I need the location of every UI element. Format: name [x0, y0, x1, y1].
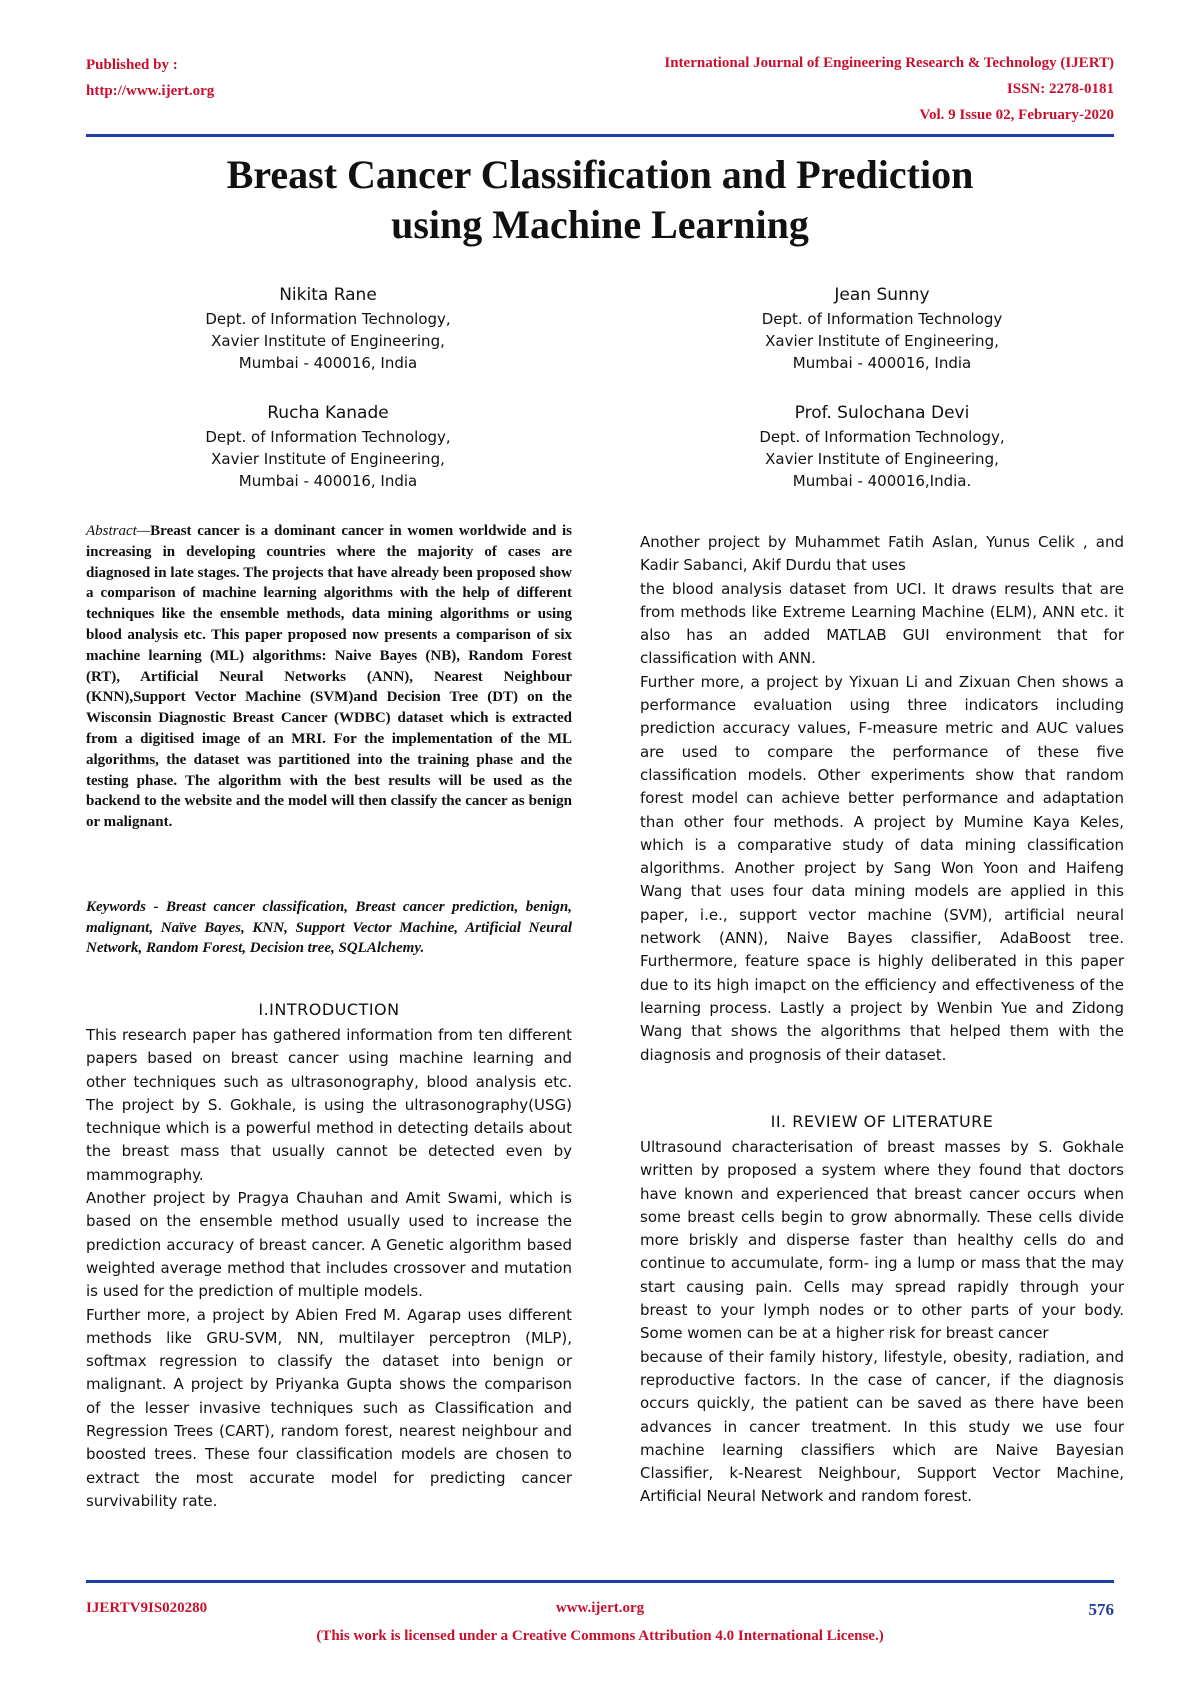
header-rule	[86, 134, 1114, 137]
author-name: Jean Sunny	[834, 285, 930, 305]
author-block	[662, 283, 1102, 374]
author-institute: Xavier Institute of Engineering,	[765, 450, 999, 468]
author-city: Mumbai - 400016,India.	[792, 472, 972, 490]
author-institute: Xavier Institute of Engineering,	[765, 332, 999, 350]
footer-rule	[86, 1580, 1114, 1583]
paragraph: Ultrasound characterisation of breast masses by S. Gokhale written by proposed a system where they found that doctors have known and experienced that breast cancer occurs when some breast cells begin to grow abnormally. These cells divide more briskly and disperse faster than healthy cells do and continue to accumulate, form- ing a lump or mass that the may start causing pain. Cells may spread rapidly through your breast to your lymph nodes or to other parts of your body. Some women can be at a higher risk for breast cancer	[640, 1138, 1124, 1343]
author-name: Rucha Kanade	[267, 403, 389, 423]
paragraph: This research paper has gathered information from ten different papers based on breast cancer using machine learning and other techniques such as ultrasonography, blood analysis etc. The project by S. Gokhale, is using the ultrasonography(USG) technique which is a powerful method in detecting details about the breast mass that usually cannot be detected even by mammography.	[86, 1026, 572, 1184]
author-city: Mumbai - 400016, India	[238, 354, 418, 372]
paper-title	[60, 150, 1140, 250]
journal-name: International Journal of Engineering Research & Technology (IJERT)	[664, 55, 1114, 71]
section-heading-review: II. REVIEW OF LITERATURE	[770, 1112, 994, 1131]
page-number: 576	[1088, 1600, 1114, 1619]
publisher-url-link[interactable]: http://www.ijert.org	[86, 83, 215, 99]
author-dept: Dept. of Information Technology,	[205, 310, 451, 328]
keywords	[86, 897, 572, 959]
author-city: Mumbai - 400016, India	[792, 354, 972, 372]
author-institute: Xavier Institute of Engineering,	[211, 450, 445, 468]
paragraph: Further more, a project by Abien Fred M. Agarap uses different methods like GRU-SVM, NN, multilayer perceptron (MLP), softmax regression to classify the dataset into benign or malignant. A project by Priyanka Gupta shows the comparison of the lesser invasive techniques such as Classification and Regression Trees (CART), random forest, nearest neighbour and boosted trees. These four classification models are chosen to extract the most accurate model for predicting cancer survivability rate.	[86, 1305, 572, 1510]
publisher-block	[86, 52, 214, 104]
author-name: Prof. Sulochana Devi	[794, 403, 970, 423]
published-by-label: Published by :	[86, 57, 178, 73]
journal-volume: Vol. 9 Issue 02, February-2020	[919, 107, 1114, 123]
review-body	[640, 1136, 1124, 1509]
paragraph: because of their family history, lifestyle, obesity, radiation, and reproductive factors. In the case of cancer, if the diagnosis occurs quickly, the patient can be saved as there have been advances in cancer treatment. In this study we use four machine learning classifiers which are Naive Bayesian Classifier, k-Nearest Neighbour, Support Vector Machine, Artificial Neural Network and random forest.	[640, 1347, 1124, 1506]
author-name: Nikita Rane	[279, 285, 377, 305]
paragraph: Another project by Muhammet Fatih Aslan, Yunus Celik , and Kadir Sabanci, Akif Durdu that uses	[640, 533, 1124, 575]
journal-issn: ISSN: 2278-0181	[1006, 81, 1114, 97]
introduction-body	[86, 1024, 572, 1513]
section-heading-introduction: I.INTRODUCTION	[258, 1000, 400, 1019]
author-block	[662, 401, 1102, 492]
author-block	[108, 283, 548, 374]
footer-site-link[interactable]: www.ijert.org	[555, 1600, 645, 1616]
paragraph: Another project by Pragya Chauhan and Amit Swami, which is based on the ensemble method usually used to increase the prediction accuracy of breast cancer. A Genetic algorithm based weighted average method that includes crossover and mutation is used for the prediction of multiple models.	[86, 1189, 572, 1301]
abstract-text: Breast cancer is a dominant cancer in women worldwide and is increasing in developing countries where the majority of cases are diagnosed in late stages. The projects that have already been proposed show a comparison of machine learning algorithms with the help of different techniques like the ensemble methods, data mining algorithms or using blood analysis etc. This paper proposed now presents a comparison of six machine learning (ML) algorithms: Naive Bayes (NB), Random Forest (RT), Artificial Neural Networks (ANN), Nearest Neighbour (KNN),Support Vector Machine (SVM)and Decision Tree (DT) on the Wisconsin Diagnostic Breast Cancer (WDBC) dataset which is extracted from a digitised image of an MRI. For the implementation of the ML algorithms, the dataset was partitioned into the training phase and the testing phase. The algorithm with the best results will be used as the backend to the website and the model will then classify the cancer as benign or malignant.	[86, 523, 572, 831]
author-institute: Xavier Institute of Engineering,	[211, 332, 445, 350]
paragraph: Further more, a project by Yixuan Li and Zixuan Chen shows a performance evaluation using three indicators including prediction accuracy values, F-measure metric and AUC values are used to compare the performance of these five classification models. Other experiments show that random forest model can achieve better performance and adaptation than other four methods. A project by Mumine Kaya Keles, which is a comparative study of data mining classification algorithms. Another project by Sang Won Yoon and Haifeng Wang that uses four data mining models are applied in this paper, i.e., support vector machine (SVM), artificial neural network (ANN), Naive Bayes classifier, AdaBoost tree. Furthermore, feature space is highly deliberated in this paper due to its high imapct on the efficiency and effectiveness of the learning process. Lastly a project by Wenbin Yue and Zidong Wang that shows the algorithms that helped them with the diagnosis and prognosis of their dataset.	[640, 672, 1124, 1064]
paragraph: the blood analysis dataset from UCI. It draws results that are from methods like Extreme Learning Machine (ELM), ANN etc. it also has an added MATLAB GUI environment that for classification with ANN.	[640, 579, 1124, 668]
author-city: Mumbai - 400016, India	[238, 472, 418, 490]
author-block	[108, 401, 548, 492]
title-line-1: Breast Cancer Classification and Prediction	[226, 152, 974, 197]
title-line-2: using Machine Learning	[391, 202, 809, 247]
paper-id: IJERTV9IS020280	[86, 1600, 208, 1616]
journal-info-block	[664, 50, 1114, 128]
author-dept: Dept. of Information Technology,	[205, 428, 451, 446]
keywords-text: Breast cancer classification, Breast cancer prediction, benign, malignant, Naïve Bayes, KNN, Support Vector Machine, Artificial Neural Network, Random Forest, Decision tree, SQLAlchemy.	[86, 899, 572, 956]
abstract	[86, 521, 572, 833]
abstract-lead: Abstract—	[86, 523, 151, 539]
keywords-lead: Keywords -	[86, 899, 166, 915]
related-work-body	[640, 531, 1124, 1067]
author-dept: Dept. of Information Technology,	[759, 428, 1005, 446]
author-dept: Dept. of Information Technology	[761, 310, 1003, 328]
license-note: (This work is licensed under a Creative Commons Attribution 4.0 International License.)	[316, 1628, 884, 1644]
